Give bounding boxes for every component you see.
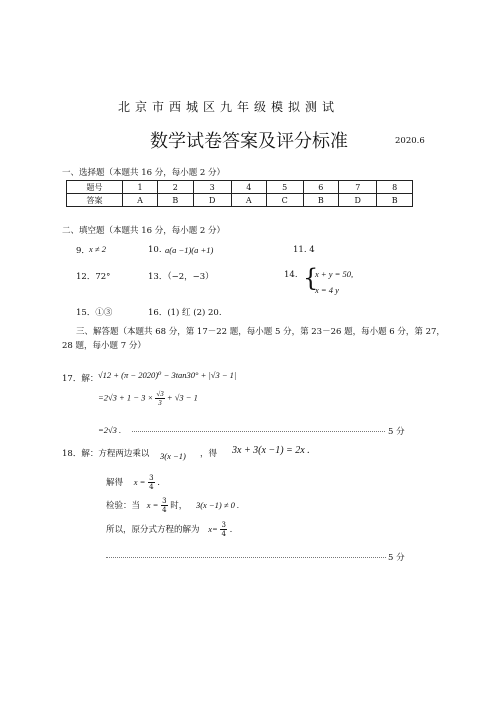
fraction-numerator: 3 xyxy=(149,474,154,482)
conclusion-variable: x= xyxy=(208,524,218,534)
q18-equation: 3x + 3(x −1) = 2x . xyxy=(232,445,310,456)
check-time: 时， xyxy=(170,501,188,511)
q9-number: 9． xyxy=(76,246,90,256)
table-cell: 3 xyxy=(193,181,231,194)
fraction xyxy=(155,390,164,407)
q17-label: 17．解： xyxy=(62,374,99,384)
q18-multiplier: 3(x −1) xyxy=(160,451,186,461)
q13-answer: 13．（−2，−3） xyxy=(148,272,214,282)
q16-answer: 16．(1) 红 (2) 20. xyxy=(148,308,222,318)
table-cell: B xyxy=(303,194,339,207)
fraction-denominator: 3 xyxy=(158,399,162,407)
q18-get: ，得 xyxy=(200,449,218,459)
fraction-denominator: 4 xyxy=(221,530,226,538)
fraction-numerator: √3 xyxy=(156,390,164,398)
q15-answer: 15．①③ xyxy=(76,308,113,318)
q14-equation-1: x + y = 50, xyxy=(315,269,354,279)
q18-conclusion xyxy=(106,521,232,538)
q14-number: 14. xyxy=(284,270,298,280)
fraction-denominator: 4 xyxy=(162,506,167,514)
dotted-leader xyxy=(106,557,386,558)
period: . xyxy=(157,478,160,488)
check-variable: x = xyxy=(146,500,159,510)
table-row xyxy=(67,181,413,194)
table-cell: 6 xyxy=(303,181,339,194)
q18-solve-label xyxy=(106,474,160,491)
table-cell: 2 xyxy=(157,181,193,194)
section3-heading-line2: 28 题，每小题 7 分） xyxy=(62,341,146,351)
solve-variable: x = xyxy=(133,477,146,487)
fraction xyxy=(148,474,154,491)
q12-answer: 12．72° xyxy=(76,272,111,282)
table-cell: B xyxy=(377,194,413,207)
brace-icon: { xyxy=(303,264,319,292)
fraction-numerator: 3 xyxy=(221,521,226,529)
q17-score: 5 分 xyxy=(388,427,405,437)
q18-score: 5 分 xyxy=(388,553,405,563)
table-cell: C xyxy=(266,194,303,207)
table-cell: 1 xyxy=(123,181,158,194)
dotted-leader xyxy=(132,431,385,432)
solve-text: 解得 xyxy=(106,478,124,488)
table-cell: 7 xyxy=(339,181,377,194)
q17-step2-right: + √3 − 1 xyxy=(166,392,198,403)
table-cell: 8 xyxy=(377,181,413,194)
check-expression: 3(x −1) ≠ 0 . xyxy=(195,500,240,510)
conclusion-text: 所以，原分式方程的解为 xyxy=(106,525,200,535)
q9-answer: x ≠ 2 xyxy=(89,244,106,254)
period: . xyxy=(229,525,233,535)
q14-equation-2: x = 4 y xyxy=(315,285,339,295)
q10-number: 10. xyxy=(148,245,162,255)
table-cell: 5 xyxy=(266,181,303,194)
section3-heading-line1: 三、解答题（本题共 68 分，第 17－22 题，每小题 5 分，第 23－26 题，每小题 6 分，第 27， xyxy=(76,327,445,337)
row-header: 答案 xyxy=(67,194,123,207)
exam-title: 北京市西城区九年级模拟测试 xyxy=(118,100,340,114)
q17-expression: √12 + (π − 2020)⁰ − 3tan30° + |√3 − 1| xyxy=(98,370,237,380)
table-cell: 4 xyxy=(231,181,266,194)
table-row xyxy=(67,194,413,207)
section2-heading: 二、填空题（本题共 16 分，每小题 2 分） xyxy=(62,226,226,236)
date-label: 2020.6 xyxy=(395,136,425,146)
table-cell: D xyxy=(193,194,231,207)
section1-heading: 一、选择题（本题共 16 分，每小题 2 分） xyxy=(62,168,226,178)
fraction xyxy=(220,521,226,538)
q17-step2 xyxy=(98,390,198,407)
check-text: 检验：当 xyxy=(106,501,141,511)
table-cell: A xyxy=(123,194,158,207)
fraction-numerator: 3 xyxy=(162,497,167,505)
answer-table xyxy=(66,180,413,207)
q18-label: 18．解：方程两边乘以 xyxy=(62,449,150,459)
row-header: 题号 xyxy=(67,181,123,194)
q10-answer: a(a −1)(a +1) xyxy=(165,245,214,255)
table-cell: D xyxy=(339,194,377,207)
q17-result: =2√3 . xyxy=(98,425,122,435)
document-title: 数学试卷答案及评分标准 xyxy=(150,131,348,152)
table-cell: A xyxy=(231,194,266,207)
q18-check xyxy=(106,497,239,514)
table-cell: B xyxy=(157,194,193,207)
q11-answer: 11. 4 xyxy=(293,245,315,255)
fraction-denominator: 4 xyxy=(149,483,154,491)
q17-step2-left: =2√3 + 1 − 3 × xyxy=(98,392,154,403)
fraction xyxy=(161,497,167,514)
